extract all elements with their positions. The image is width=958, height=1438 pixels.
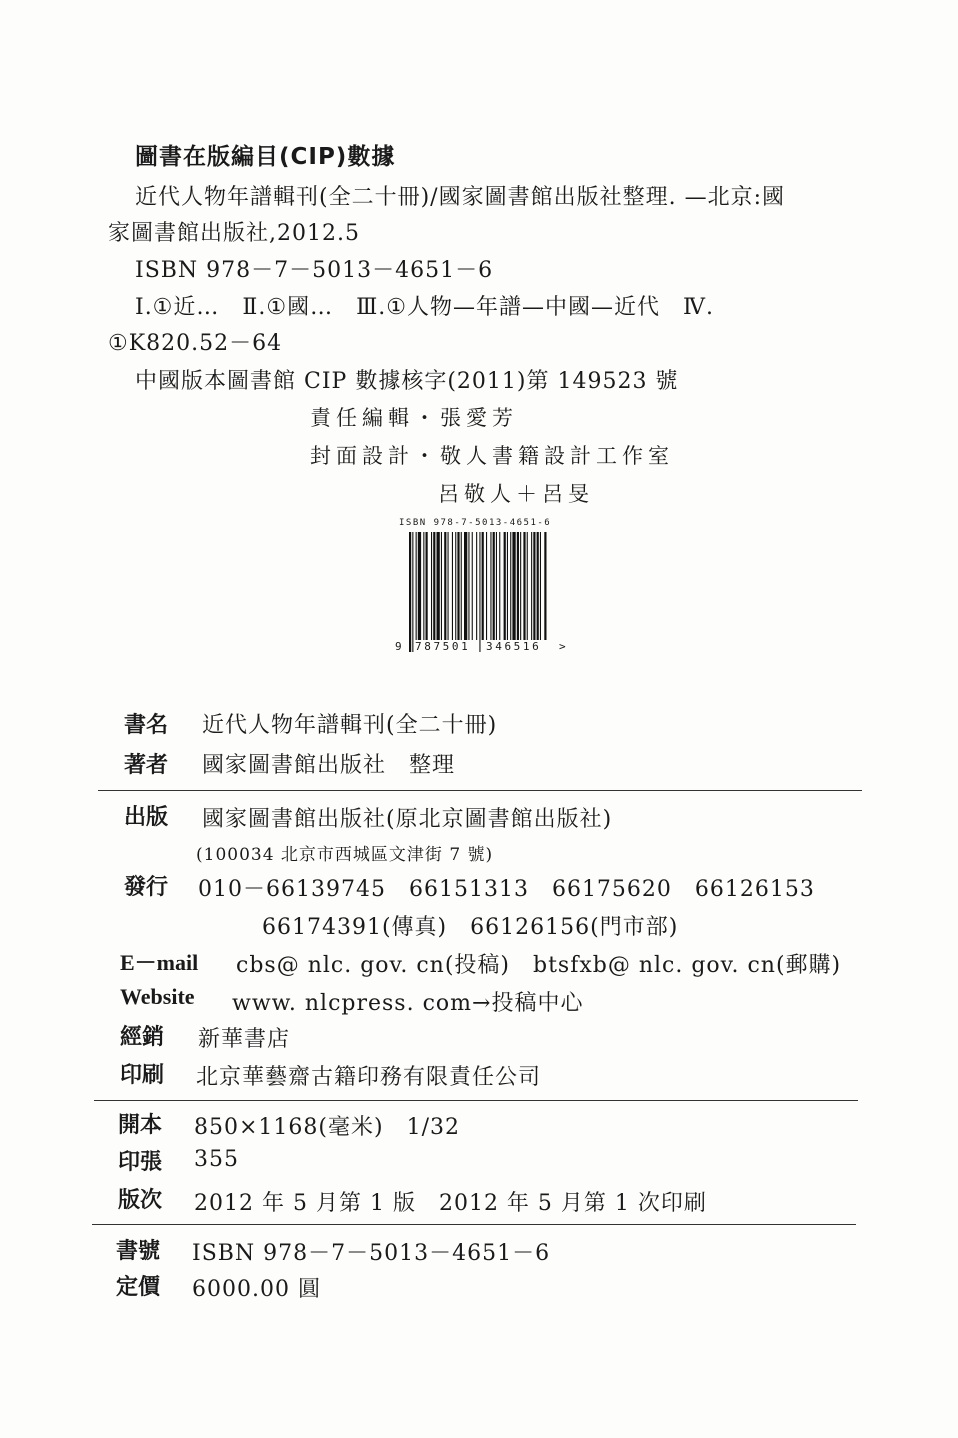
- barcode-digits-right: 346516: [486, 640, 542, 653]
- isbn-barcode: [395, 518, 575, 658]
- value-website: www. nlcpress. com→投稿中心: [232, 991, 584, 1016]
- value-edition: 2012 年 5 月第 1 版 2012 年 5 月第 1 次印刷: [194, 1191, 707, 1216]
- cip-title: 圖書在版編目(CIP)數據: [135, 144, 396, 170]
- barcode-bar: [507, 532, 508, 640]
- barcode-bar: [517, 532, 519, 640]
- divider-3: [92, 1224, 856, 1225]
- barcode-bar: [464, 532, 467, 640]
- label-sales: 經銷: [120, 1025, 165, 1050]
- label-distribution: 發行: [124, 875, 169, 900]
- value-distribution-fax: 66174391(傳真) 66126156(門市部): [262, 915, 679, 940]
- barcode-bar: [418, 532, 421, 640]
- barcode-bar: [533, 532, 535, 640]
- label-format: 開本: [118, 1113, 163, 1138]
- barcode-bar: [496, 532, 497, 640]
- barcode-bar: [461, 532, 462, 640]
- value-format: 850×1168(毫米) 1/32: [194, 1115, 460, 1140]
- barcode-bar: [457, 532, 459, 640]
- value-distribution-phones: 010－66139745 66151313 66175620 66126153: [198, 877, 815, 902]
- cip-record-line2: 家圖書館出版社,2012.5: [108, 221, 360, 246]
- value-email: cbs@ nlc. gov. cn(投稿) btsfxb@ nlc. gov. cn(郵購): [236, 953, 842, 978]
- divider-2: [94, 1100, 858, 1101]
- barcode-bar: [504, 532, 506, 640]
- label-book-number: 書號: [116, 1239, 161, 1264]
- barcode-bar: [520, 532, 521, 640]
- barcode-bar: [486, 532, 487, 640]
- value-author: 國家圖書館出版社 整理: [202, 753, 456, 778]
- cip-isbn: ISBN 978－7－5013－4651－6: [135, 258, 494, 283]
- value-publisher-address: (100034 北京市西城區文津街 7 號): [196, 845, 494, 865]
- barcode-bar: [412, 532, 413, 652]
- cip-index-line2: ①K820.52－64: [108, 331, 283, 356]
- barcode-bar: [510, 532, 511, 640]
- value-price: 6000.00 圓: [192, 1277, 321, 1302]
- cip-index-line1: Ⅰ.①近… Ⅱ.①國… Ⅲ.①人物—年譜—中國—近代 Ⅳ.: [135, 295, 714, 320]
- barcode-bars: [395, 518, 575, 658]
- barcode-bar: [441, 532, 442, 640]
- barcode-bar: [448, 532, 449, 640]
- cip-record-line1: 近代人物年譜輯刊(全二十冊)/國家圖書館出版社整理. —北京:國: [135, 185, 785, 210]
- barcode-bar: [499, 532, 500, 640]
- barcode-bar: [431, 532, 432, 640]
- barcode-quiet-marker: >: [559, 640, 566, 653]
- barcode-digits-left: 787501: [415, 640, 471, 653]
- barcode-bar: [452, 532, 453, 640]
- credit-editor: 責任編輯・張愛芳: [310, 406, 518, 430]
- barcode-bar: [468, 532, 469, 640]
- value-printer: 北京華藝齋古籍印務有限責任公司: [196, 1065, 542, 1090]
- label-author: 著者: [124, 753, 169, 778]
- label-sheets: 印張: [118, 1150, 163, 1175]
- value-sales: 新華書店: [198, 1027, 291, 1052]
- credit-cover-designers: 呂敬人＋呂旻: [438, 482, 594, 506]
- label-title: 書名: [124, 713, 169, 738]
- label-website: Website: [120, 984, 195, 1009]
- value-publisher: 國家圖書館出版社(原北京圖書館出版社): [202, 807, 613, 832]
- barcode-isbn-text: ISBN 978-7-5013-4651-6: [399, 518, 552, 528]
- barcode-bar: [472, 532, 473, 640]
- barcode-bar: [482, 532, 484, 640]
- label-publisher: 出版: [124, 805, 169, 830]
- barcode-bar: [433, 532, 435, 640]
- label-printer: 印刷: [120, 1063, 165, 1088]
- barcode-bar: [423, 532, 424, 640]
- barcode-bar: [527, 532, 528, 640]
- cip-number: 中國版本圖書館 CIP 數據核字(2011)第 149523 號: [135, 369, 679, 394]
- barcode-bar: [437, 532, 440, 640]
- barcode-bar: [544, 532, 546, 640]
- barcode-bar: [416, 532, 417, 640]
- barcode-bar: [426, 532, 428, 640]
- value-book-number: ISBN 978－7－5013－4651－6: [192, 1241, 551, 1266]
- barcode-bar: [444, 532, 446, 640]
- credit-cover: 封面設計・敬人書籍設計工作室: [310, 444, 674, 468]
- barcode-bar: [523, 532, 525, 640]
- barcode-digit-prefix: 9: [395, 640, 402, 653]
- divider-1: [98, 790, 862, 791]
- barcode-bar: [540, 532, 541, 640]
- barcode-bar: [479, 532, 480, 652]
- barcode-bar: [490, 532, 491, 640]
- barcode-bar: [512, 532, 515, 640]
- barcode-bar: [531, 532, 532, 640]
- barcode-bar: [409, 532, 411, 652]
- barcode-bar: [455, 532, 456, 640]
- label-edition: 版次: [118, 1188, 163, 1213]
- barcode-bar: [476, 532, 477, 640]
- label-price: 定價: [116, 1275, 161, 1300]
- value-title: 近代人物年譜輯刊(全二十冊): [202, 713, 498, 738]
- barcode-bar: [493, 532, 495, 640]
- value-sheets: 355: [194, 1147, 239, 1172]
- label-email: E－mail: [120, 950, 199, 975]
- barcode-bar: [537, 532, 539, 640]
